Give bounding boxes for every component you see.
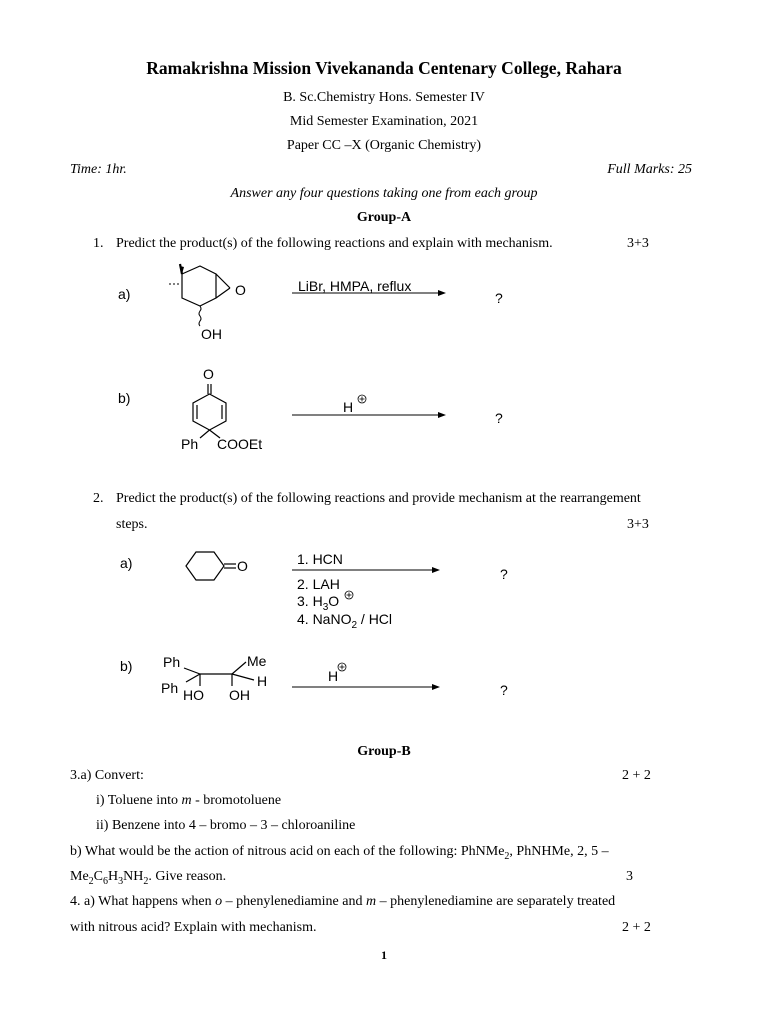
group-a-title: Group-A <box>356 210 412 225</box>
q3b-text-mid: , PhNHMe, 2, 5 – <box>509 844 609 859</box>
q1b-plus-charge <box>357 394 367 404</box>
q1-number: 1. <box>93 236 104 251</box>
q1b-arrow <box>292 410 448 420</box>
q1a-epoxide-o: O <box>235 282 246 298</box>
q2b-ph-bottom: Ph <box>161 680 179 696</box>
q3b-line2 <box>70 869 226 887</box>
q4-o-ital: o <box>215 894 223 909</box>
q3b-marks: 3 <box>626 869 633 884</box>
q2-text: Predict the product(s) of the following reactions and provide mechanism at the rearrangement <box>116 491 641 506</box>
q2b-label: b) <box>120 658 133 674</box>
q1a-label: a) <box>118 286 131 302</box>
q3b-h: H <box>108 869 119 884</box>
q3b-sub1: 2 <box>504 850 510 862</box>
q4-text-a: 4. a) What happens when <box>70 894 216 909</box>
q1-marks: 3+3 <box>627 236 649 251</box>
q2a-product: ? <box>500 566 508 582</box>
instruction: Answer any four questions taking one from each group <box>230 186 538 201</box>
q3b-reason: . Give reason. <box>148 869 227 884</box>
q3b-sub5: 2 <box>143 875 149 887</box>
q2a-ketone-o: O <box>237 558 248 574</box>
q2b-ph-top: Ph <box>163 654 181 670</box>
q4-text-b: – phenylenediamine and <box>222 894 366 909</box>
q3b-c: C <box>93 869 104 884</box>
q2a-step3-pre: 3. H <box>297 593 323 609</box>
q1b-label: b) <box>118 390 131 406</box>
q2a-cyclohexanone-structure <box>180 548 240 588</box>
q2-marks: 3+3 <box>627 517 649 532</box>
q2b-ho: HO <box>183 687 204 703</box>
q4-line2: with nitrous acid? Explain with mechanism. <box>70 920 317 935</box>
q2b-plus-charge <box>337 662 347 672</box>
q1b-cooet: COOEt <box>217 436 263 452</box>
q2b-me: Me <box>247 653 267 669</box>
q1b-ketone-o: O <box>203 366 214 382</box>
q2-text-cont: steps. <box>116 517 148 532</box>
exam-line: Mid Semester Examination, 2021 <box>289 114 479 129</box>
q2b-diol-structure <box>180 660 260 690</box>
q3b-sub2: 2 <box>88 875 94 887</box>
q1-text: Predict the product(s) of the following reactions and explain with mechanism. <box>116 236 553 251</box>
q4-line1 <box>70 894 615 910</box>
q1b-ph: Ph <box>181 436 199 452</box>
q2b-product: ? <box>500 682 508 698</box>
course-line: B. Sc.Chemistry Hons. Semester IV <box>283 90 485 105</box>
q4-marks: 2 + 2 <box>622 920 651 935</box>
q1a-reagent: LiBr, HMPA, reflux <box>298 278 412 294</box>
q1b-dienone-structure <box>180 382 240 442</box>
q2a-step4-pre: 4. NaNO <box>297 611 352 627</box>
q2a-step4-sub: 2 <box>351 619 358 631</box>
q2-number: 2. <box>93 491 104 506</box>
q1a-oh: OH <box>201 326 222 342</box>
q3a-i-post: - bromotoluene <box>191 793 282 808</box>
q2b-h: H <box>257 673 268 689</box>
q3a-i-ital: m <box>181 793 192 808</box>
q3b-sub3: 6 <box>103 875 109 887</box>
full-marks-label: Full Marks: 25 <box>607 162 692 177</box>
q3a-i <box>96 793 281 809</box>
page-number: 1 <box>381 948 387 962</box>
q2a-arrow <box>292 565 442 575</box>
q2a-step4-post: / HCl <box>357 611 393 627</box>
q3a-i-pre: i) Toluene into <box>96 793 182 808</box>
q1b-product: ? <box>495 410 503 426</box>
q3b-sub4: 3 <box>118 875 124 887</box>
college-name: Ramakrishna Mission Vivekananda Centenary College, Rahara <box>146 58 622 78</box>
q2a-step4 <box>297 611 392 631</box>
time-label: Time: 1hr. <box>70 162 127 177</box>
q2a-label: a) <box>120 555 133 571</box>
q3a-ii: ii) Benzene into 4 – bromo – 3 – chloroaniline <box>96 818 356 833</box>
q3b-me: Me <box>70 869 89 884</box>
group-b-title: Group-B <box>357 744 411 759</box>
q2a-step2: 2. LAH <box>297 576 340 592</box>
q1a-product: ? <box>495 290 503 306</box>
q1a-arrow <box>292 288 448 298</box>
q3b-line1 <box>70 844 609 862</box>
q2a-step3-sub: 3 <box>322 601 329 613</box>
q2b-oh: OH <box>229 687 250 703</box>
q2a-step1: 1. HCN <box>297 551 343 567</box>
q3b-text-pre: b) What would be the action of nitrous acid on each of the following: PhNMe <box>70 844 505 859</box>
q4-text-c: – phenylenediamine are separately treated <box>376 894 616 909</box>
q2a-step3 <box>297 593 339 613</box>
q1b-reagent-h: H <box>343 399 354 415</box>
q3b-nh: NH <box>123 869 144 884</box>
paper-line: Paper CC –X (Organic Chemistry) <box>286 138 482 153</box>
q3-heading: 3.a) Convert: <box>70 768 144 783</box>
q3a-marks: 2 + 2 <box>622 768 651 783</box>
q2b-reagent-h: H <box>328 668 339 684</box>
q2b-arrow <box>292 682 442 692</box>
q4-m-ital: m <box>365 894 377 909</box>
q2a-plus-charge <box>344 590 354 600</box>
q2a-step3-post: O <box>328 593 340 609</box>
